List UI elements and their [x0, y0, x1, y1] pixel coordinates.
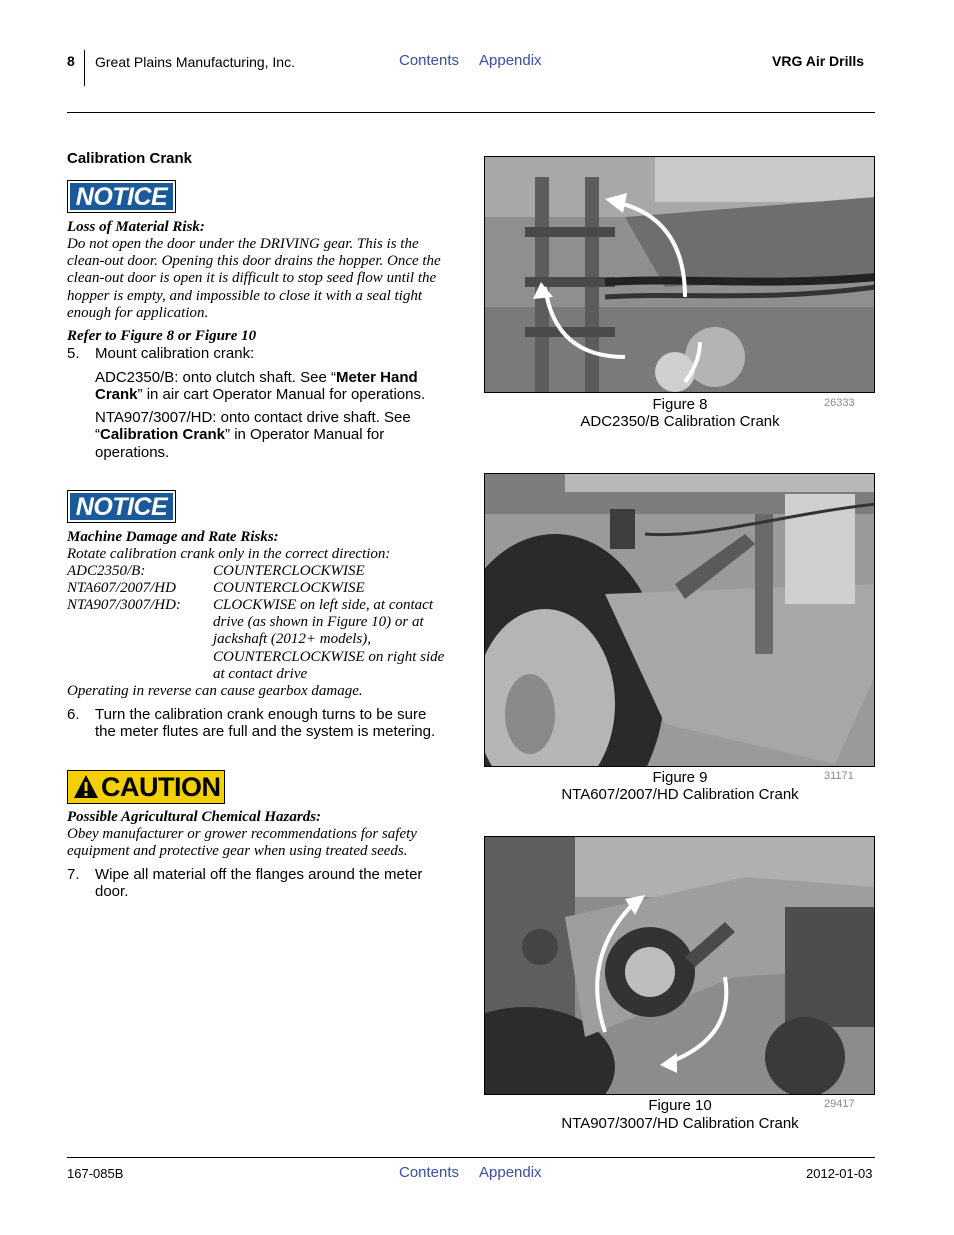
caution-line: equipment and protective gear when using treated seeds.	[67, 843, 408, 860]
nta-bold: Calibration Crank	[100, 426, 226, 444]
warning-triangle-icon	[73, 774, 99, 800]
adc-bold1: Meter Hand	[335, 369, 418, 386]
direction-model: NTA907/3007/HD:	[67, 597, 181, 613]
step5-adc-paragraph	[95, 369, 455, 404]
step6-text	[95, 706, 465, 741]
figure8-label: Figure 8	[652, 396, 708, 413]
refer-text: Refer to Figure 8 or Figure 10	[67, 328, 257, 344]
caution-label: CAUTION	[101, 772, 221, 802]
doc-number: 167-085B	[67, 1166, 124, 1181]
adc-post: ” in air cart Operator Manual for operations.	[137, 386, 426, 404]
step7-text	[95, 866, 465, 901]
direction-model: NTA607/2007/HD	[67, 580, 176, 596]
direction-line: COUNTERCLOCKWISE on right side	[213, 648, 445, 665]
direction-model: ADC2350/B:	[67, 563, 146, 579]
adc-pre: ADC2350/B: onto clutch shaft. See “	[95, 369, 336, 386]
nta-line3: operations.	[95, 443, 170, 461]
footer-appendix-link[interactable]: Appendix	[479, 1164, 542, 1181]
notice2-footer: Operating in reverse can cause gearbox damage.	[67, 683, 363, 699]
figure8-illustration	[485, 157, 875, 393]
caution-heading: Possible Agricultural Chemical Hazards:	[67, 809, 322, 825]
nta-post: ” in Operator Manual for	[225, 426, 385, 444]
figure10-photo-id: 29417	[824, 1098, 855, 1110]
notice1-line: Do not open the door under the DRIVING gear. This is the	[67, 236, 419, 252]
notice-label: NOTICE	[70, 183, 173, 210]
doc-date: 2012-01-03	[806, 1166, 873, 1181]
step7-number: 7.	[67, 866, 80, 883]
header-divider	[84, 50, 85, 86]
page-number: 8	[67, 53, 75, 69]
notice2-intro: Rotate calibration crank only in the correct direction:	[67, 546, 391, 562]
figure10-caption: NTA907/3007/HD Calibration Crank	[561, 1115, 799, 1132]
nta-line1: NTA907/3007/HD: onto contact drive shaft. See	[95, 409, 411, 426]
direction-line: drive (as shown in Figure 10) or at	[213, 614, 424, 631]
step6-line: the meter flutes are full and the system is metering.	[95, 723, 436, 741]
figure9-photo-id: 31171	[824, 770, 854, 782]
notice-badge-2	[67, 490, 176, 523]
step7-line: Wipe all material off the flanges around the meter	[95, 866, 423, 883]
step5-number: 5.	[67, 345, 80, 362]
caution-text	[67, 826, 467, 860]
direction-value: COUNTERCLOCKWISE	[213, 563, 365, 579]
header-rule	[67, 112, 875, 113]
figure10-label: Figure 10	[648, 1097, 712, 1114]
direction-line: jackshaft (2012+ models),	[213, 631, 372, 648]
footer-contents-link[interactable]: Contents	[399, 1164, 460, 1181]
direction-line: at contact drive	[213, 665, 308, 682]
notice1-line: hopper is empty, and impossible to close it with a seal tight	[67, 287, 422, 304]
notice1-heading: Loss of Material Risk:	[67, 219, 205, 235]
step6-line: Turn the calibration crank enough turns to be sure	[95, 706, 427, 723]
figure10-photo	[484, 836, 875, 1095]
figure9-photo	[484, 473, 875, 767]
step5-nta-paragraph	[95, 409, 455, 461]
figure8-caption: ADC2350/B Calibration Crank	[580, 413, 780, 430]
direction-value-multiline	[213, 597, 463, 683]
company-name: Great Plains Manufacturing, Inc.	[95, 54, 295, 70]
section-title: Calibration Crank	[67, 150, 193, 167]
step6-number: 6.	[67, 706, 80, 723]
header-appendix-link[interactable]: Appendix	[479, 52, 542, 69]
caution-line: Obey manufacturer or grower recommendations for safety	[67, 826, 417, 842]
step7-line: door.	[95, 883, 129, 901]
figure9-caption: NTA607/2007/HD Calibration Crank	[561, 786, 799, 803]
direction-value: COUNTERCLOCKWISE	[213, 580, 365, 596]
adc-bold2: Crank	[95, 386, 138, 404]
notice-label: NOTICE	[70, 493, 173, 520]
header-contents-link[interactable]: Contents	[399, 52, 460, 69]
step5-text: Mount calibration crank:	[95, 345, 255, 362]
figure9-label: Figure 9	[652, 769, 708, 786]
notice1-line: clean-out door is open it is difficult to stop seed flow until the	[67, 270, 437, 287]
footer-rule	[67, 1157, 875, 1158]
direction-line: CLOCKWISE on left side, at contact	[213, 597, 433, 613]
figure8-photo	[484, 156, 875, 393]
manual-title: VRG Air Drills	[772, 53, 865, 69]
notice-badge-1	[67, 180, 176, 213]
notice1-line: clean-out door. Opening this door drains the hopper. Once the	[67, 253, 441, 270]
figure10-illustration	[485, 837, 875, 1095]
notice2-heading: Machine Damage and Rate Risks:	[67, 529, 279, 545]
figure8-photo-id: 26333	[824, 397, 855, 409]
notice1-line: enough for application.	[67, 304, 209, 321]
nta-pre: “	[95, 426, 100, 444]
caution-badge	[67, 770, 225, 804]
figure9-illustration	[485, 474, 875, 767]
notice1-text	[67, 236, 467, 322]
